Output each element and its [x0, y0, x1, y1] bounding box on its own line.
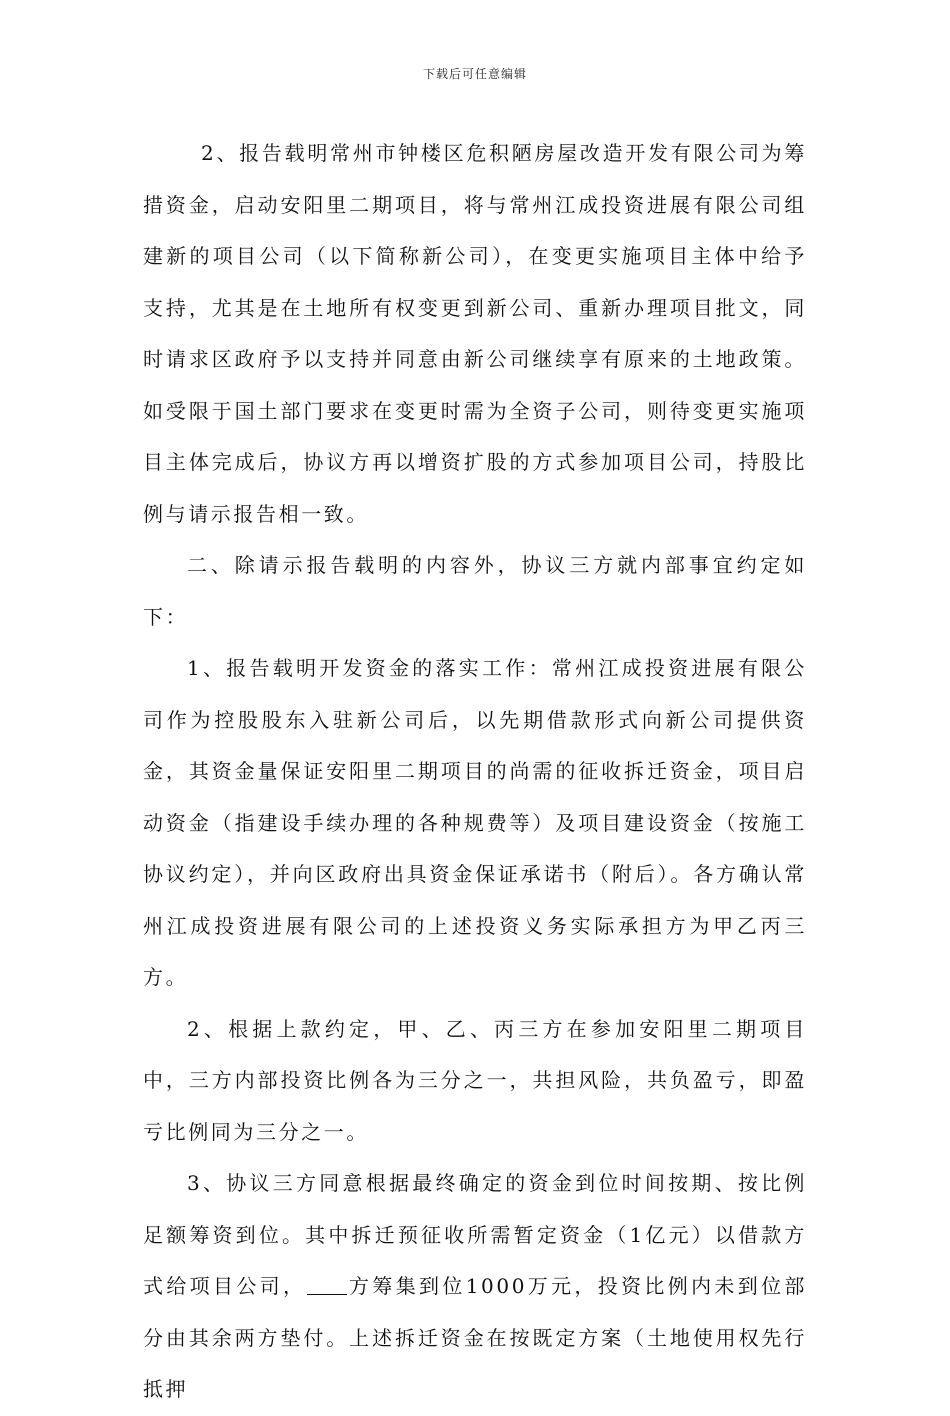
paragraph-report-item-2: 2、报告载明常州市钟楼区危积陋房屋改造开发有限公司为筹措资金，启动安阳里二期项目，将与常州江成投资进展有限公司组建新的项目公司（以下简称新公司），在变更实施项目主体中给予支持，尤其是在土地所有权变更到新公司、重新办理项目批文，同时请求区政府予以支持并同意由新公司继续享有原来的土地政策。如受限于国土部门要求在变更时需为全资子公司，则待变更实施项目主体完成后，协议方再以增资扩股的方式参加项目公司，持股比例与请示报告相一致。	[143, 141, 807, 526]
paragraph-clause-2: 2、根据上款约定，甲、乙、丙三方在参加安阳里二期项目中，三方内部投资比例各为三分之一，共担风险，共负盈亏，即盈亏比例同为三分之一。	[143, 1016, 807, 1144]
paragraph-section-2-heading: 二、除请示报告载明的内容外，协议三方就内部事宜约定如下：	[143, 553, 807, 629]
paragraph-clause-1: 1、报告载明开发资金的落实工作：常州江成投资进展有限公司作为控股股东入驻新公司后，以先期借款形式向新公司提供资金，其资金量保证安阳里二期项目的尚需的征收拆迁资金，项目启动资金（指建设手续办理的各种规费等）及项目建设资金（按施工协议约定），并向区政府出具资金保证承诺书（附后）。各方确认常州江成投资进展有限公司的上述投资义务实际承担方为甲乙丙三方。	[143, 656, 807, 989]
fill-in-blank	[307, 1274, 347, 1295]
page-header: 下载后可任意编辑	[422, 67, 527, 81]
clause-3-text-after-blank: 方筹集到位1000万元，投资比例内未到位部分由其余两方垫付。上述拆迁资金在按既定方案（土地使用权先行抵押	[143, 1274, 807, 1401]
document-body	[143, 128, 807, 1416]
paragraph-clause-3	[143, 1158, 807, 1416]
clause-3-text-before-blank: 3、协议三方同意根据最终确定的资金到位时间按期、按比例足额筹资到位。其中拆迁预征收所需暂定资金（1亿元）以借款方式给项目公司，	[143, 1171, 807, 1298]
